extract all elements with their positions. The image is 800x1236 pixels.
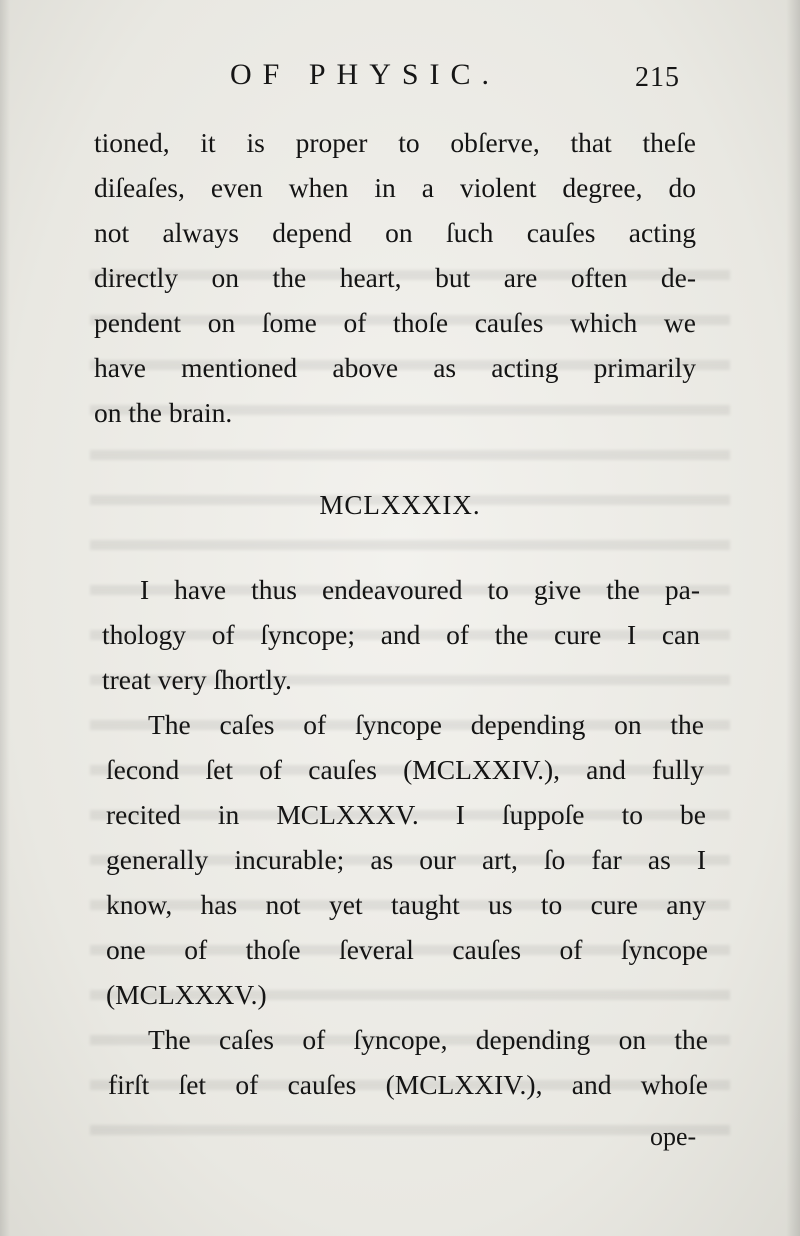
catchword: ope- <box>650 1122 697 1151</box>
text-line: one of thoſe ſeveral cauſes of ſyncope <box>106 934 708 965</box>
text-line: The caſes of ſyncope, depending on the <box>148 1024 708 1055</box>
text-line: not always depend on ſuch cauſes acting <box>94 217 696 248</box>
text-line: generally incurable; as our art, ſo far as I <box>106 844 706 875</box>
text-line: I have thus endeavoured to give the pa- <box>140 574 700 605</box>
section-heading: MCLXXXIX. <box>319 490 481 520</box>
text-line: know, has not yet taught us to cure any <box>106 889 706 920</box>
page-edge-shadow-left <box>0 0 10 1236</box>
text-line: treat very ſhortly. <box>102 664 292 695</box>
running-head <box>0 58 800 98</box>
text-line: directly on the heart, but are often de- <box>94 262 696 293</box>
text-line: on the brain. <box>94 397 233 428</box>
text-line: (MCLXXXV.) <box>106 979 267 1010</box>
text-line: pendent on ſome of thoſe cauſes which we <box>94 307 696 338</box>
page-edge-shadow-right <box>786 0 800 1236</box>
text-line: recited in MCLXXXV. I ſuppoſe to be <box>106 799 706 830</box>
running-head-title: OF PHYSIC. <box>230 58 501 91</box>
text-line: thology of ſyncope; and of the cure I can <box>102 619 700 650</box>
page-number: 215 <box>635 62 680 93</box>
text-line: diſeaſes, even when in a violent degree, do <box>94 172 696 203</box>
text-line: firſt ſet of cauſes (MCLXXIV.), and whoſe <box>108 1069 708 1100</box>
text-line: ſecond ſet of cauſes (MCLXXIV.), and fully <box>106 754 704 785</box>
text-line: tioned, it is proper to obſerve, that theſe <box>94 127 696 158</box>
text-line: The caſes of ſyncope depending on the <box>148 709 704 740</box>
text-line: have mentioned above as acting primarily <box>94 352 696 383</box>
